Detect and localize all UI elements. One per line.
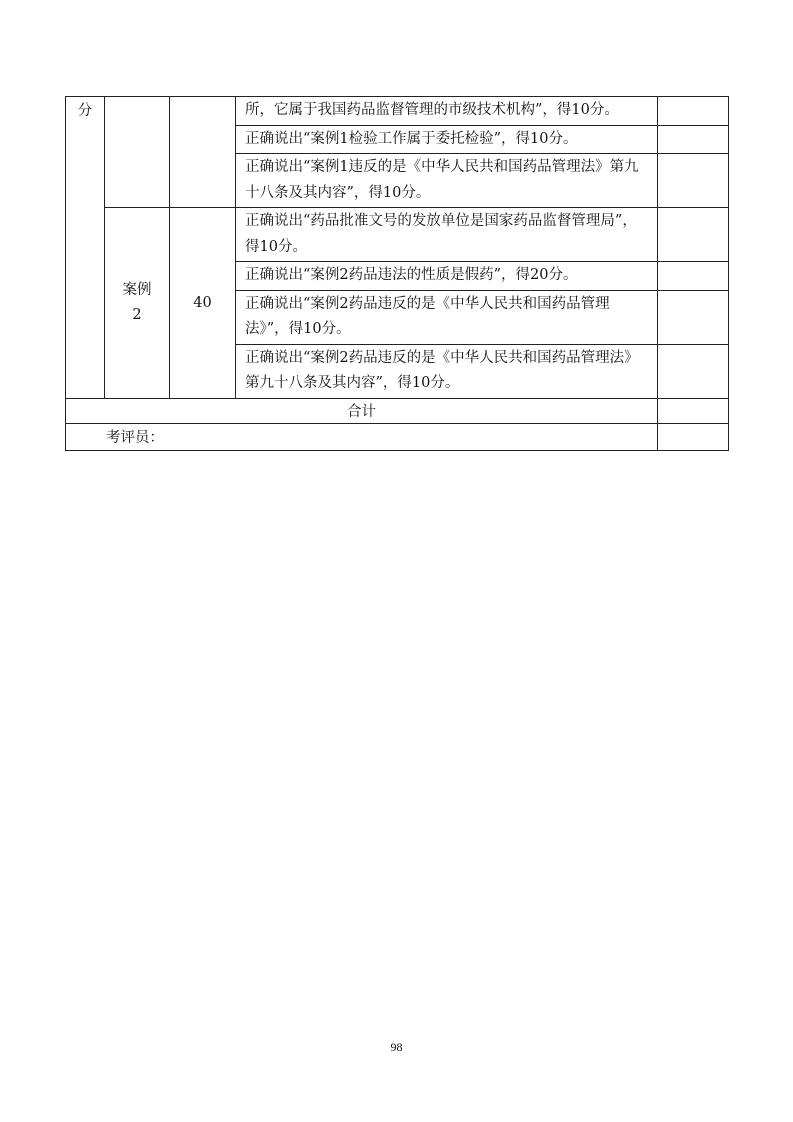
score-cell — [658, 290, 729, 344]
examiner-row — [66, 423, 729, 450]
case2-label-line1: 案例 — [122, 281, 152, 298]
table-row — [66, 208, 729, 262]
criterion-text: 正确说出“药品批准文号的发放单位是国家药品监督管理局”，得10分。 — [236, 208, 658, 262]
criterion-text: 正确说出“案例2药品违法的性质是假药”，得20分。 — [236, 262, 658, 291]
score-cell — [658, 208, 729, 262]
case2-points: 40 — [170, 208, 236, 399]
examiner-label: 考评员： — [66, 423, 658, 450]
score-cell — [658, 344, 729, 398]
case1-label-cell — [105, 97, 170, 208]
grading-table — [65, 96, 729, 451]
case1-points-cell — [170, 97, 236, 208]
page-number: 98 — [390, 1040, 403, 1054]
criterion-text: 正确说出“案例1违反的是《中华人民共和国药品管理法》第九十八条及其内容”，得10分。 — [236, 154, 658, 208]
examiner-signature-cell — [658, 423, 729, 450]
section-label: 分 — [66, 97, 105, 399]
case2-label-line2: 2 — [132, 306, 142, 323]
criterion-text: 正确说出“案例1检验工作属于委托检验”，得10分。 — [236, 125, 658, 154]
total-label: 合计 — [66, 398, 658, 423]
score-cell — [658, 262, 729, 291]
total-row — [66, 398, 729, 423]
case2-label — [105, 208, 170, 399]
score-cell — [658, 154, 729, 208]
score-cell — [658, 97, 729, 126]
criterion-text: 正确说出“案例2药品违反的是《中华人民共和国药品管理法》”，得10分。 — [236, 290, 658, 344]
score-cell — [658, 125, 729, 154]
criterion-text: 正确说出“案例2药品违反的是《中华人民共和国药品管理法》第九十八条及其内容”，得10分。 — [236, 344, 658, 398]
total-score-cell — [658, 398, 729, 423]
criterion-text: 所，它属于我国药品监督管理的市级技术机构”，得10分。 — [236, 97, 658, 126]
table-row — [66, 97, 729, 126]
